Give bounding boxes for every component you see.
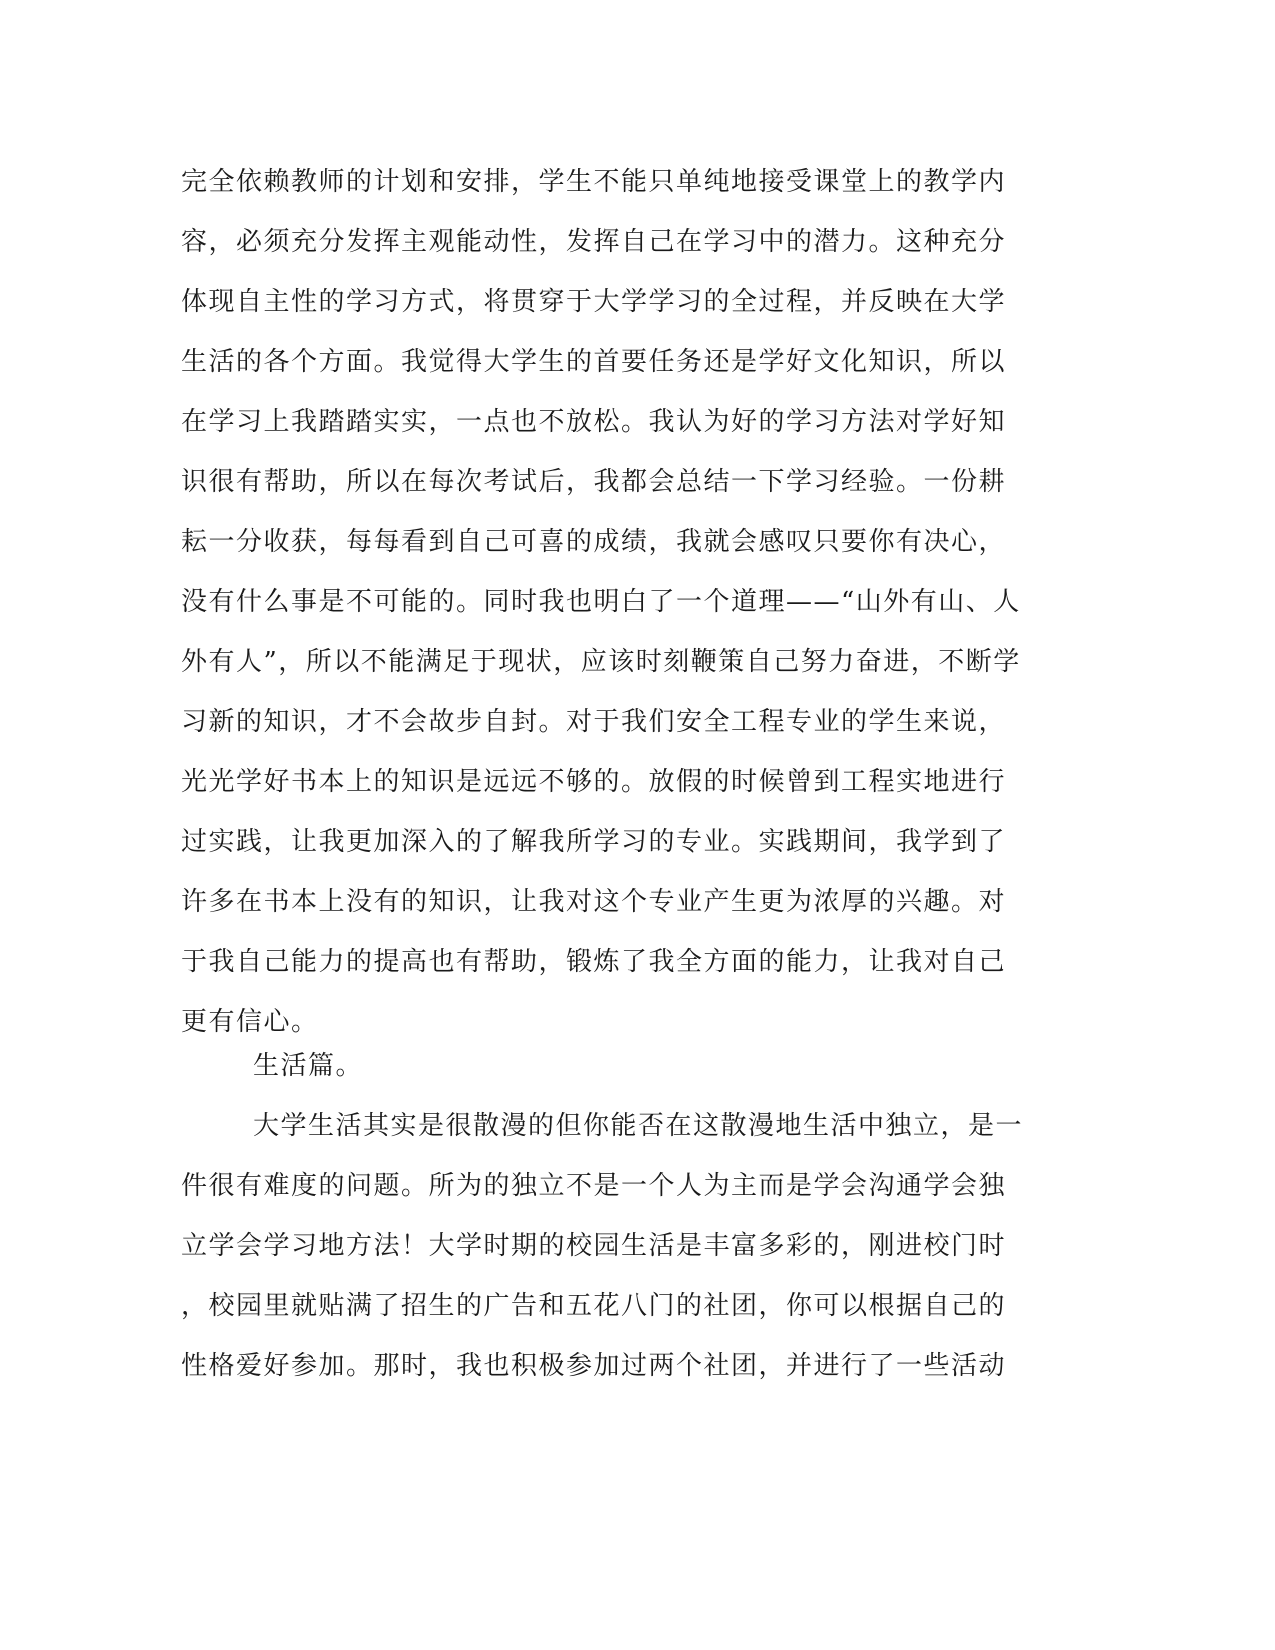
paragraph-line: 生活的各个方面。我觉得大学生的首要任务还是学好文化知识，所以	[181, 347, 1007, 377]
paragraph-line: 大学生活其实是很散漫的但你能否在这散漫地生活中独立，是一	[253, 1111, 1024, 1141]
paragraph-line: 在学习上我踏踏实实，一点也不放松。我认为好的学习方法对学好知	[181, 407, 1007, 437]
paragraph-line: 体现自主性的学习方式，将贯穿于大学学习的全过程，并反映在大学	[181, 287, 1007, 317]
paragraph-line: 耘一分收获，每每看到自己可喜的成绩，我就会感叹只要你有决心，	[181, 527, 1007, 557]
life-paragraph	[181, 1096, 1061, 1396]
section-heading: 生活篇。	[253, 1051, 364, 1081]
paragraph-line: 没有什么事是不可能的。同时我也明白了一个道理——“山外有山、人	[181, 587, 1021, 617]
paragraph-line: 件很有难度的问题。所为的独立不是一个人为主而是学会沟通学会独	[181, 1171, 1007, 1201]
paragraph-line: ，校园里就贴满了招生的广告和五花八门的社团，你可以根据自己的	[181, 1291, 1007, 1321]
paragraph-line: 许多在书本上没有的知识，让我对这个专业产生更为浓厚的兴趣。对	[181, 887, 1007, 917]
study-paragraph	[181, 152, 1061, 1052]
paragraph-line: 外有人”，所以不能满足于现状，应该时刻鞭策自己努力奋进，不断学	[181, 647, 1021, 677]
paragraph-line: 更有信心。	[181, 1007, 319, 1037]
paragraph-line: 容，必须充分发挥主观能动性，发挥自己在学习中的潜力。这种充分	[181, 227, 1007, 257]
paragraph-line: 性格爱好参加。那时，我也积极参加过两个社团，并进行了一些活动	[181, 1351, 1007, 1381]
paragraph-line: 光光学好书本上的知识是远远不够的。放假的时候曾到工程实地进行	[181, 767, 1007, 797]
paragraph-line: 识很有帮助，所以在每次考试后，我都会总结一下学习经验。一份耕	[181, 467, 1007, 497]
life-section-heading-block	[181, 1036, 1061, 1096]
paragraph-line: 完全依赖教师的计划和安排，学生不能只单纯地接受课堂上的教学内	[181, 167, 1007, 197]
paragraph-line: 习新的知识，才不会故步自封。对于我们安全工程专业的学生来说，	[181, 707, 1007, 737]
paragraph-line: 过实践，让我更加深入的了解我所学习的专业。实践期间，我学到了	[181, 827, 1007, 857]
paragraph-line: 于我自己能力的提高也有帮助，锻炼了我全方面的能力，让我对自己	[181, 947, 1007, 977]
paragraph-line: 立学会学习地方法！大学时期的校园生活是丰富多彩的，刚进校门时	[181, 1231, 1007, 1261]
